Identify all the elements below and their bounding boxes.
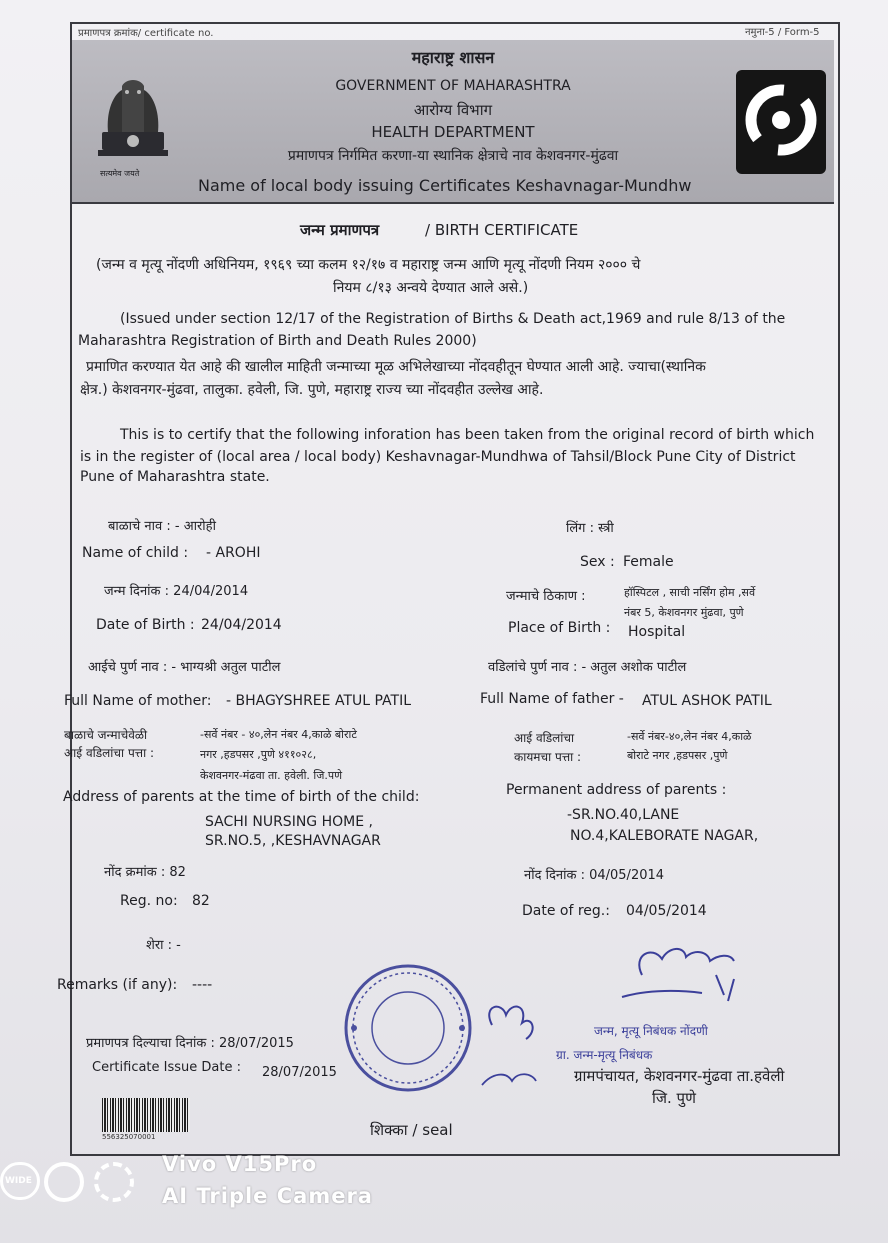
dob-value: 24/04/2014 [201,617,282,633]
registrar-line4: जि. पुणे [652,1089,696,1107]
reg-date-value: 04/05/2014 [626,903,707,919]
barcode-number: 556325070001 [102,1133,156,1141]
issue-date-marathi: प्रमाणपत्र दिल्याचा दिनांक : 28/07/2015 [86,1036,294,1051]
pob-value: Hospital [628,624,686,640]
header-band [72,40,834,204]
pob-marathi-line2: नंबर 5, केशवनगर मुंढवा, पुणे [624,606,744,619]
reg-date-label: Date of reg.: [522,903,610,919]
reg-number-value: 82 [192,893,210,909]
child-name-marathi: बाळाचे नाव : - आरोही [108,519,216,534]
mother-name-marathi: आईचे पुर्ण नाव : - भाग्यश्री अतुल पाटील [88,660,281,675]
perm-address-marathi-label2: कायमचा पत्ता : [514,750,582,764]
certify-marathi-line1: प्रमाणित करण्यात येत आहे की खालील माहिती जन्माच्या मूळ अभिलेखाच्या नोंदवहीतून घेण्यात आली आहे. ज्याचा(स्थानिक [86,359,706,375]
govt-title-marathi: महाराष्ट्र शासन [411,48,495,67]
child-name-value: - AROHI [206,545,261,561]
birth-address-line2: SR.NO.5, ,KESHAVNAGAR [205,833,381,849]
reg-number-marathi: नोंद क्रमांक : 82 [104,865,186,880]
perm-address-line1: -SR.NO.40,LANE [567,807,680,823]
emblem-motto: सत्यमेव जयते [100,169,140,178]
dob-marathi: जन्म दिनांक : 24/04/2014 [104,584,249,599]
birth-address-marathi-label2: आई वडिलांचा पत्ता : [64,746,155,760]
birth-address-marathi-label1: बाळाचे जन्माचेवेळी [64,728,148,742]
certify-english-line3: Pune of Maharashtra state. [80,469,270,485]
watermark-model: Vivo V15Pro [162,1152,318,1176]
father-name-value: ATUL ASHOK PATIL [642,693,772,709]
wide-badge-icon [0,1162,40,1200]
certificate-number-label: प्रमाणपत्र क्रमांक/ certificate no. [78,28,214,39]
issue-date-value: 28/07/2015 [262,1065,337,1080]
health-logo-icon [736,70,826,174]
perm-address-marathi-line1: -सर्वे नंबर-४०,लेन नंबर 4,काळे [627,730,752,743]
dob-label: Date of Birth : [96,617,195,633]
lens-icon [94,1162,134,1202]
birth-address-line1: SACHI NURSING HOME , [205,814,373,830]
remarks-marathi: शेरा : - [146,938,181,953]
local-body-marathi: प्रमाणपत्र निर्गमित करणा-या स्थानिक क्षेत्राचे नाव केशवनगर-मुंढवा [287,148,619,164]
title-marathi: जन्म प्रमाणपत्र [300,221,380,239]
certify-marathi-line2: क्षेत्र.) केशवनगर-मुंढवा, तालुका. हवेली, जि. पुणे, महाराष्ट्र राज्य च्या नोंदवहीत उल्लेख आहे. [80,382,544,398]
sex-marathi: लिंग : स्त्री [566,521,614,536]
camera-watermark [0,1148,420,1218]
perm-address-line2: NO.4,KALEBORATE NAGAR, [570,828,759,844]
reg-number-label: Reg. no: [120,893,178,909]
pob-label: Place of Birth : [508,620,611,636]
perm-address-label: Permanent address of parents : [506,782,727,798]
issue-date-label: Certificate Issue Date : [92,1060,241,1075]
lens-icon [44,1162,84,1202]
sex-label: Sex : [580,554,615,570]
birth-address-marathi-line1: -सर्वे नंबर - ४०,लेन नंबर 4,काळे बोराटे [200,728,357,741]
legal-english-line2: Maharashtra Registration of Birth and Death Rules 2000) [78,333,477,349]
seal-label: शिक्का / seal [370,1121,453,1139]
registrar-line2: ग्रा. जन्म-मृत्यू निबंधक [556,1048,653,1062]
remarks-value: ---- [192,977,213,993]
legal-marathi-line1: (जन्म व मृत्यू नोंदणी अधिनियम, १९६९ च्या कलम १२/१७ व महाराष्ट्र जन्म आणि मृत्यू नोंदणी नियम २००० चे [96,257,641,273]
birth-address-marathi-line2: नगर ,हडपसर ,पुणे ४११०२८, [200,748,317,761]
mother-name-value: - BHAGYSHREE ATUL PATIL [226,693,412,709]
remarks-label: Remarks (if any): [57,977,178,993]
round-seal-stamp [338,958,478,1098]
child-name-label: Name of child : [82,545,189,561]
reg-date-marathi: नोंद दिनांक : 04/05/2014 [524,868,665,883]
legal-marathi-line2: नियम ८/१३ अन्वये देण्यात आले असे.) [333,280,529,296]
legal-english-line1: (Issued under section 12/17 of the Registration of Births & Death act,1969 and rule 8/13 of the [120,311,786,327]
birth-address-label: Address of parents at the time of birth of the child: [63,789,420,805]
birth-address-marathi-line3: केशवनगर-मंढवा ता. हवेली. जि.पणे [200,769,343,782]
pob-marathi-line1: हॉस्पिटल , साची नर्सिंग होम ,सर्वे [624,586,756,599]
dept-title-marathi: आरोग्य विभाग [413,101,493,119]
perm-address-marathi-line2: बोराटे नगर ,हडपसर ,पुणे [627,749,728,762]
sex-value: Female [623,554,674,570]
father-name-label: Full Name of father - [480,691,624,707]
local-body-english: Name of local body issuing Certificates Keshavnagar-Mundhw [198,176,692,195]
registrar-line3: ग्रामपंचायत, केशवनगर-मुंढवा ता.हवेली [574,1067,785,1085]
form-number: नमुना-5 / Form-5 [745,27,820,38]
govt-title-english: GOVERNMENT OF MAHARASHTRA [335,78,571,94]
father-name-marathi: वडिलांचे पुर्ण नाव : - अतुल अशोक पाटील [488,660,687,675]
title-english: / BIRTH CERTIFICATE [425,221,579,239]
watermark-camera: AI Triple Camera [162,1184,373,1208]
pob-marathi-label: जन्माचे ठिकाण : [506,589,586,604]
wide-badge-text: WIDE [5,1176,32,1186]
barcode [102,1098,190,1132]
mother-name-label: Full Name of mother: [64,693,212,709]
registrar-line1: जन्म, मृत्यू निबंधक नोंदणी [594,1024,708,1038]
perm-address-marathi-label1: आई वडिलांचा [514,731,575,745]
certify-english-line2: is in the register of (local area / local body) Keshavnagar-Mundhwa of Tahsil/Block Pune City of District [80,449,796,465]
certify-english-line1: This is to certify that the following inforation has been taken from the original record of birth which [120,427,815,443]
dept-title-english: HEALTH DEPARTMENT [371,123,535,141]
